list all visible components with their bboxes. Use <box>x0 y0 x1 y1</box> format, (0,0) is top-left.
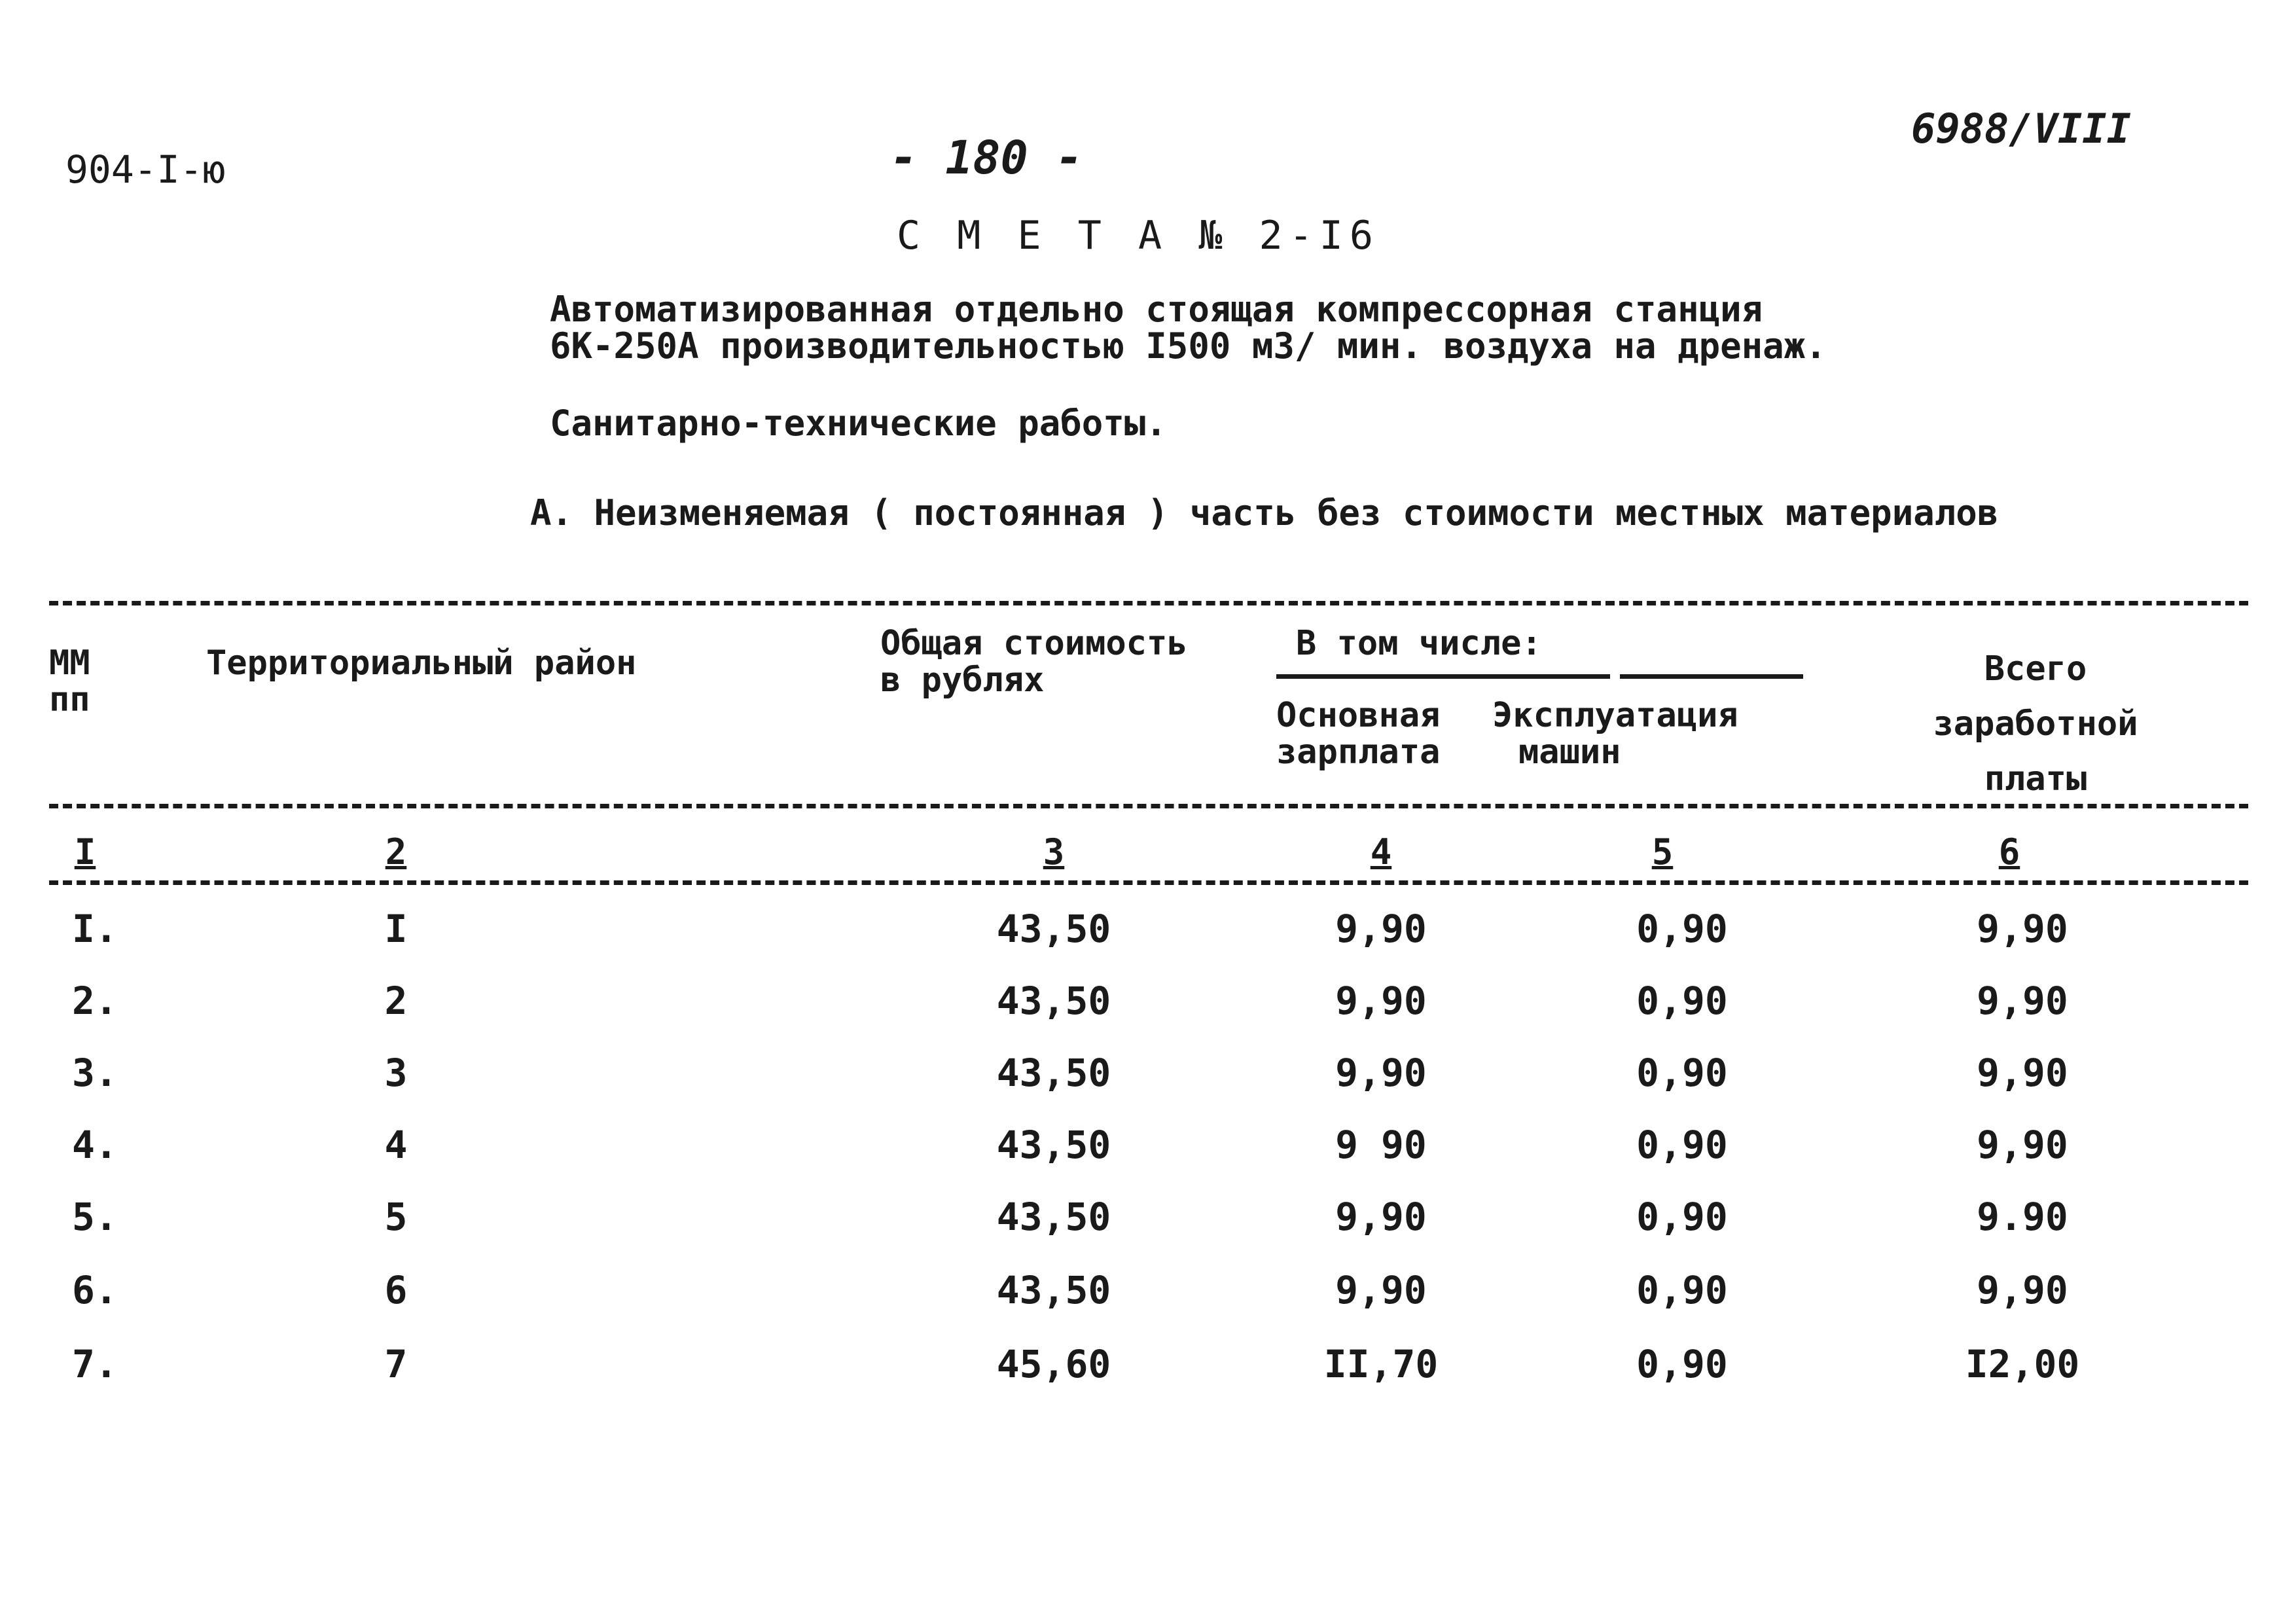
table-row: 2. 2 43,50 9,90 0,90 9,90 <box>72 979 2068 1023</box>
works-section: Санитарно-технические работы. <box>550 403 1167 444</box>
header-base-wage: Основная зарплата <box>1276 696 1441 772</box>
table-row: 5. 5 43,50 9,90 0,90 9.90 <box>72 1195 2068 1239</box>
estimate-part: А. Неизменяемая ( постоянная ) часть без стоимости местных материалов <box>530 492 1999 533</box>
header-total-wage: Всего заработной платы <box>1933 649 2138 799</box>
column-number: 2 <box>385 831 407 873</box>
table-row: 7. 7 45,60 II,70 0,90 I2,00 <box>72 1342 2080 1386</box>
table-row: 3. 3 43,50 9,90 0,90 9,90 <box>72 1051 2068 1095</box>
document-code: 904-I-ю <box>65 147 226 192</box>
header-district: Территориальный район <box>206 643 637 683</box>
description-line: Автоматизированная отдельно стоящая компрессорная станция <box>550 289 1763 330</box>
column-number: 3 <box>1043 831 1065 873</box>
column-numbers-rule <box>49 880 2248 885</box>
including-underline-left <box>1276 674 1610 679</box>
estimate-title: С М Е Т А № 2-I6 <box>897 213 1380 259</box>
table-row: 6. 6 43,50 9,90 0,90 9,90 <box>72 1268 2068 1312</box>
table-row: 4. 4 43,50 9 90 0,90 9,90 <box>72 1123 2068 1167</box>
column-number: 5 <box>1651 831 1674 873</box>
object-description <box>550 291 1827 365</box>
column-number: 6 <box>1998 831 2020 873</box>
header-num: ММ пп <box>49 643 90 719</box>
header-total-cost: Общая стоимость в рублях <box>880 624 1188 700</box>
table-top-rule <box>49 601 2248 605</box>
column-number: I <box>74 831 96 873</box>
archive-reference: 6988/VIII <box>1911 105 2131 153</box>
page-number: - 180 - <box>890 131 1084 185</box>
including-underline-right <box>1620 674 1803 679</box>
description-line: 6К-250А производительностью I500 м3/ мин. воздуха на дренаж. <box>550 325 1827 367</box>
header-including: В том числе: <box>1296 624 1542 663</box>
table-row: I. I 43,50 9,90 0,90 9,90 <box>72 907 2068 951</box>
header-machine-operation: Эксплуатация машин <box>1492 696 1738 772</box>
column-number: 4 <box>1370 831 1392 873</box>
